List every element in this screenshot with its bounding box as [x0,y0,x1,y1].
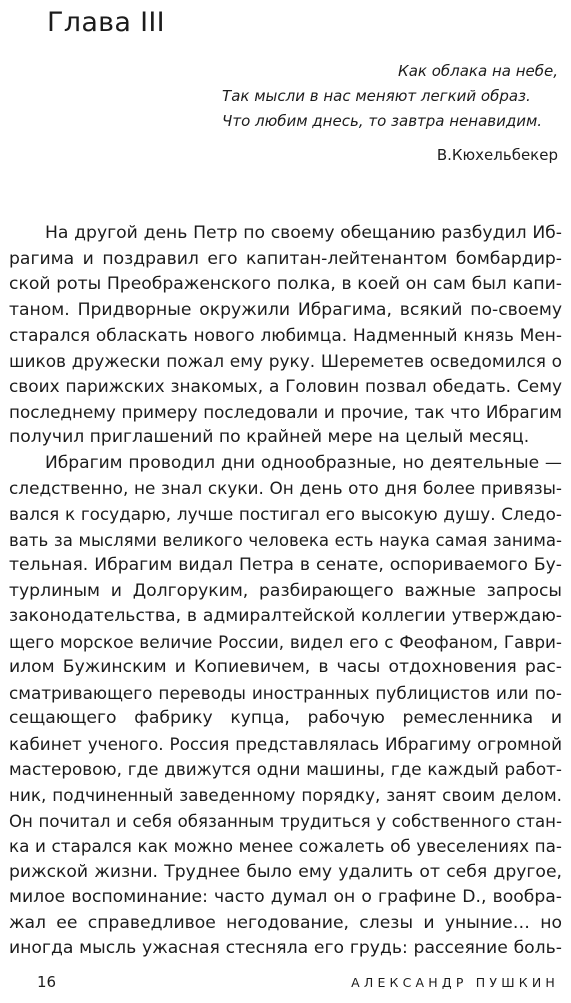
text-line: законодательства, в адмиралтейской коллегии утверждаю- [9,606,562,627]
text-line: кабинет ученого. Россия представлялась Ибрагиму огромной [9,733,562,754]
epigraph [222,59,558,134]
text-line: Ибрагим проводил дни однообразные, но деятельные — [45,452,562,473]
text-line: турлиным и Долгоруким, разбирающего важные запросы [9,580,562,601]
epigraph-line: Что любим днесь, то завтра ненавидим. [222,112,543,130]
epigraph-line: Как облака на небе, [398,62,558,80]
text-line: мастеровою, где движутся одни машины, где каждый работ- [9,759,562,780]
page-number: 16 [37,973,57,991]
text-line: своих парижских знакомых, а Головин позвал обедать. Сему [9,376,562,397]
body-text [9,221,562,962]
text-line: сматривающего переводы иностранных публицистов или по- [9,682,562,703]
text-line: ник, подчиненный заведенному порядку, занят своим делом. [9,785,562,806]
text-line: шиков дружески пожал ему руку. Шереметев осведомился о [9,350,562,371]
text-line: получил приглашений по крайней мере на целый месяц. [9,427,530,448]
text-line: На другой день Петр по своему обещанию разбудил Иб- [45,223,562,243]
epigraph-line: Так мысли в нас меняют легкий образ. [222,87,531,105]
text-line: щего морское величие России, видел его с Феофаном, Гаври- [9,631,562,652]
text-line: вался к государю, лучше постигал его высокую душу. Следо- [9,504,562,525]
running-footer-author: АЛЕКСАНДР ПУШКИН [351,975,559,990]
text-line: вать за мыслями великого человека есть наука самая занима- [9,530,562,550]
text-line: илом Бужинским и Копиевичем, в часы отдохновения рас- [9,657,562,678]
text-line: рагима и поздравил его капитан-лейтенантом бомбардир- [9,248,562,269]
text-line: последнему примеру последовали и прочие, так что Ибрагим [9,401,562,422]
text-line: рижской жизни. Труднее было ему удалить от себя другое, [9,861,562,882]
text-line: сещающего фабрику купца, рабочую ремесленника и [9,708,562,729]
text-line: жал ее справедливое негодование, слезы и уныние… но [9,912,562,933]
text-line: старался обласкать нового любимца. Надменный князь Мен- [9,325,562,346]
chapter-title: Глава III [47,7,165,38]
text-line: таном. Придворные окружили Ибрагима, всякий по-своему [9,299,562,320]
text-line: ской роты Преображенского полка, в коей он сам был капи- [9,274,562,295]
text-line: ка и старался как можно менее сожалеть об увеселениях па- [9,836,562,857]
text-line: иногда мысль ужасная стесняла его грудь: рассеяние боль- [9,938,562,959]
epigraph-author: В.Кюхельбекер [436,146,558,164]
text-line: милое воспоминание: часто думал он о графине D., вообра- [9,887,562,908]
text-line: тельная. Ибрагим видал Петра в сенате, оспориваемого Бу- [9,555,562,576]
text-line: следственно, не знал скуки. Он день ото дня более привязы- [9,478,562,499]
text-line: Он почитал и себя обязанным трудиться у собственного стан- [9,811,562,831]
